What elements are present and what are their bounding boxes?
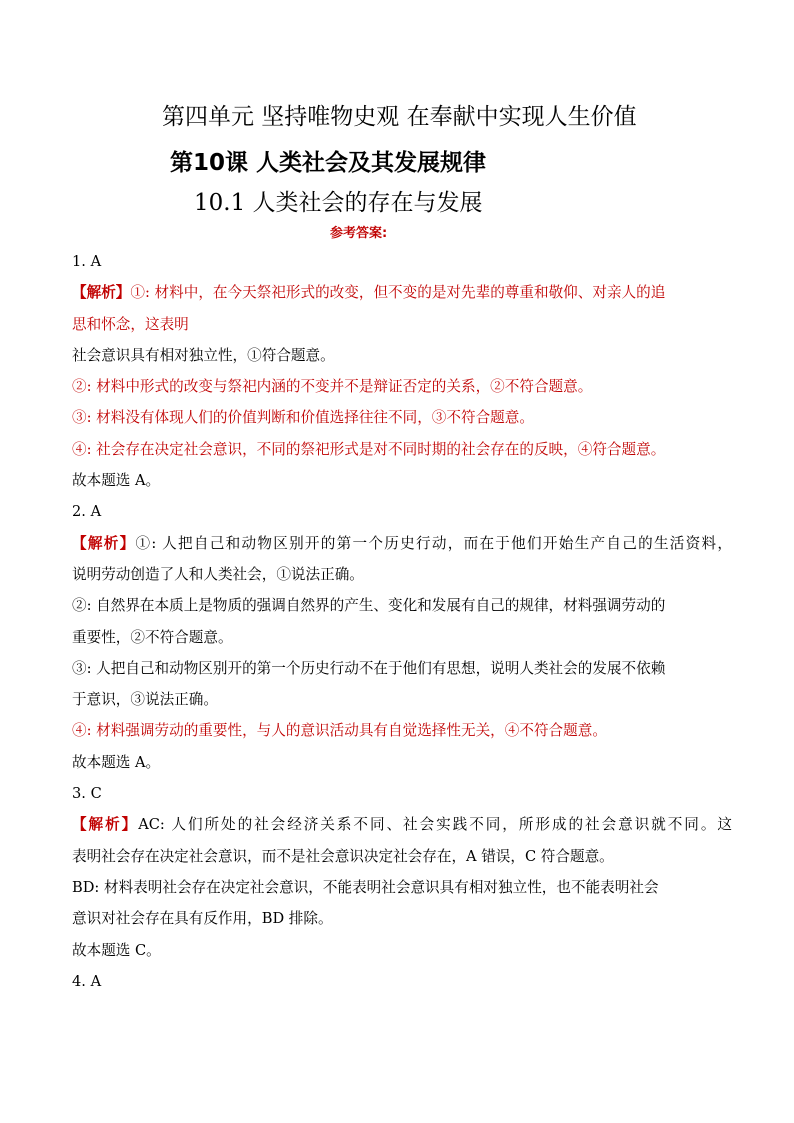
line-text: ③: 材料没有体现人们的价值判断和价值选择往往不同，③不符合题意。 [72, 409, 534, 427]
answer-line-q1-exp-2 [72, 309, 732, 340]
explanation-tag: 【解析】 [72, 816, 139, 834]
answer-key-label: 参考答案: [330, 226, 388, 241]
line-text: ①: 材料中，在今天祭祀形式的改变，但不变的是对先辈的尊重和敬仰、对亲人的追 [130, 284, 666, 302]
answer-line-q1-exp-4 [72, 371, 732, 402]
section-title: 10.1 人类社会的存在与发展 [194, 190, 483, 216]
answer-content [72, 246, 732, 997]
line-text: 1. A [72, 253, 102, 270]
line-text: 表明社会存在决定社会意识，而不是社会意识决定社会存在，A 错误，C 符合题意。 [72, 847, 614, 865]
answer-line-q2-exp-1 [72, 528, 732, 559]
line-text: ④: 社会存在决定社会意识，不同的祭祀形式是对不同时期的社会存在的反映，④符合题意。 [72, 440, 666, 458]
line-text: ③: 人把自己和动物区别开的第一个历史行动不在于他们有思想，说明人类社会的发展不依赖 [72, 659, 666, 677]
line-text: BD: 材料表明社会存在决定社会意识，不能表明社会意识具有相对独立性，也不能表明社会 [72, 878, 659, 896]
line-text: 说明劳动创造了人和人类社会，①说法正确。 [72, 565, 364, 583]
answer-line-q3-exp-4 [72, 903, 732, 934]
lesson-title: 第10课 人类社会及其发展规律 [170, 150, 487, 176]
line-text: 4. A [72, 972, 102, 990]
answer-line-q3-exp-2 [72, 841, 732, 872]
line-text: 故本题选 A。 [72, 472, 161, 490]
answer-line-q1-answer [72, 246, 732, 277]
answer-line-q4-answer [72, 966, 732, 997]
answer-line-q3-answer [72, 778, 732, 809]
answer-line-q3-exp-1 [72, 809, 732, 840]
line-text: 意识对社会存在具有反作用，BD 排除。 [72, 910, 333, 928]
line-text: 重要性，②不符合题意。 [72, 628, 233, 646]
line-text: 3. C [72, 785, 102, 803]
answer-line-q1-exp-5 [72, 402, 732, 433]
line-text: ②: 自然界在本质上是物质的强调自然界的产生、变化和发展有自己的规律，材料强调劳动的 [72, 597, 666, 615]
line-text: 2. A [72, 503, 102, 521]
line-text: ①: 人把自己和动物区别开的第一个历史行动，而在于他们开始生产自己的生活资料， [135, 534, 732, 552]
answer-line-q2-exp-3 [72, 590, 732, 621]
answer-line-q2-exp-5 [72, 653, 732, 684]
line-text: 于意识，③说法正确。 [72, 691, 218, 709]
explanation-tag: 【解析】 [72, 284, 131, 302]
answer-line-q2-exp-4 [72, 622, 732, 653]
answer-line-q2-exp-2 [72, 559, 732, 590]
unit-title: 第四单元 坚持唯物史观 在奉献中实现人生价值 [162, 104, 637, 130]
explanation-tag: 【解析】 [72, 534, 136, 552]
answer-line-q1-exp-3 [72, 340, 732, 371]
answer-line-q1-final [72, 465, 732, 496]
answer-line-q1-exp-1 [72, 277, 732, 308]
line-text: ②: 材料中形式的改变与祭祀内涵的不变并不是辩证否定的关系，②不符合题意。 [72, 378, 593, 396]
line-text: AC: 人们所处的社会经济关系不同、社会实践不同，所形成的社会意识就不同。这 [138, 816, 732, 834]
line-text: 故本题选 A。 [72, 753, 161, 771]
answer-line-q1-exp-6 [72, 434, 732, 465]
answer-line-q3-final [72, 935, 732, 966]
answer-line-q2-answer [72, 496, 732, 527]
answer-line-q2-final [72, 747, 732, 778]
line-text: 社会意识具有相对独立性，①符合题意。 [72, 346, 335, 364]
line-text: ④: 材料强调劳动的重要性，与人的意识活动具有自觉选择性无关，④不符合题意。 [72, 722, 607, 740]
line-text: 思和怀念，这表明 [72, 315, 189, 333]
answer-line-q3-exp-3 [72, 872, 732, 903]
line-text: 故本题选 C。 [72, 941, 161, 959]
answer-line-q2-exp-6 [72, 684, 732, 715]
answer-line-q2-exp-7 [72, 715, 732, 746]
